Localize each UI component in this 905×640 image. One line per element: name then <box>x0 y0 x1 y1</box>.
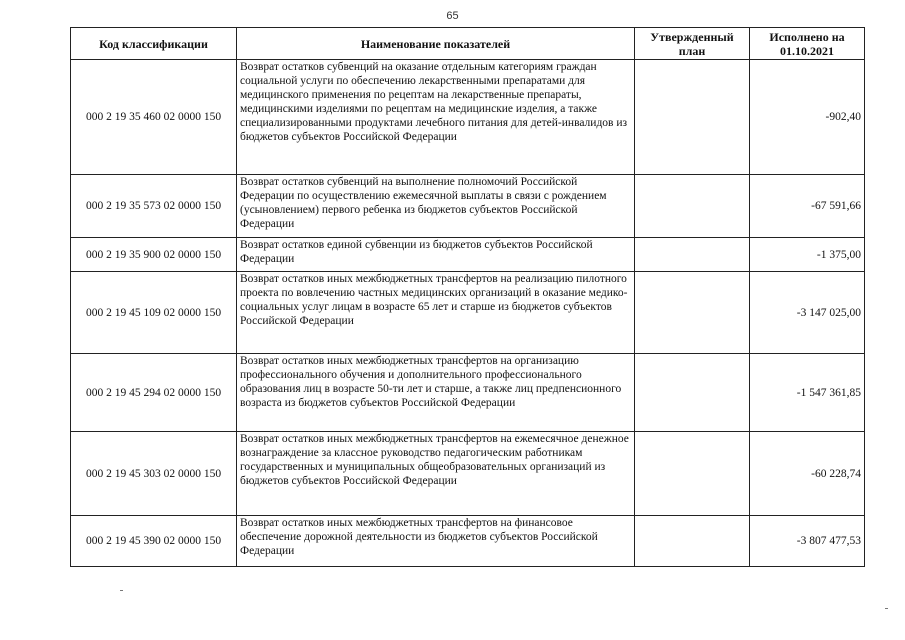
header-executed: Исполнено на 01.10.2021 <box>750 28 865 60</box>
row-code: 000 2 19 35 900 02 0000 150 <box>71 238 237 272</box>
header-code: Код классификации <box>71 28 237 60</box>
row-plan <box>635 238 750 272</box>
row-executed: -3 807 477,53 <box>750 516 865 567</box>
row-executed: -60 228,74 <box>750 432 865 516</box>
scan-speck <box>885 608 888 609</box>
row-name: Возврат остатков иных межбюджетных трансфертов на организацию профессионального обучения и дополнительного профессионального образования лиц в возрасте 50-ти лет и старше, а также лиц предпенсионного возраста из бюджетов субъектов Российской Федерации <box>237 354 635 432</box>
row-name: Возврат остатков субвенций на оказание отдельным категориям граждан социальной услуги по обеспечению лекарственными препаратами для медицинского применения по рецептам на лекарственные препараты, медицинскими изделиями по рецептам на медицинские изделия, а также специализированными продуктами лечебного питания для детей-инвалидов из бюджетов субъектов Российской Федерации <box>237 60 635 175</box>
row-name: Возврат остатков иных межбюджетных трансфертов на финансовое обеспечение дорожной деятельности из бюджетов субъектов Российской Федерации <box>237 516 635 567</box>
row-name: Возврат остатков иных межбюджетных трансфертов на реализацию пилотного проекта по вовлечению частных медицинских организаций в оказание медико-социальных услуг лицам в возрасте 65 лет и старше из бюджетов субъектов Российской Федерации <box>237 272 635 354</box>
table-row <box>71 432 865 516</box>
table-header-row <box>71 28 865 60</box>
table-row <box>71 516 865 567</box>
header-plan: Утвержденный план <box>635 28 750 60</box>
row-code: 000 2 19 45 109 02 0000 150 <box>71 272 237 354</box>
header-name: Наименование показателей <box>237 28 635 60</box>
row-code: 000 2 19 35 460 02 0000 150 <box>71 60 237 175</box>
row-plan <box>635 354 750 432</box>
row-plan <box>635 272 750 354</box>
row-code: 000 2 19 45 294 02 0000 150 <box>71 354 237 432</box>
row-plan <box>635 175 750 238</box>
scan-speck <box>120 590 123 591</box>
page-number: 65 <box>446 10 459 22</box>
table-row <box>71 175 865 238</box>
table-row <box>71 354 865 432</box>
row-executed: -1 547 361,85 <box>750 354 865 432</box>
budget-table <box>70 27 865 567</box>
row-executed: -3 147 025,00 <box>750 272 865 354</box>
table-row <box>71 272 865 354</box>
row-name: Возврат остатков иных межбюджетных трансфертов на ежемесячное денежное вознаграждение за классное руководство педагогическим работникам государственных и муниципальных общеобразовательных организаций из бюджетов субъектов Российской Федерации <box>237 432 635 516</box>
row-code: 000 2 19 45 390 02 0000 150 <box>71 516 237 567</box>
row-plan <box>635 432 750 516</box>
row-code: 000 2 19 45 303 02 0000 150 <box>71 432 237 516</box>
row-executed: -67 591,66 <box>750 175 865 238</box>
table-row <box>71 60 865 175</box>
row-code: 000 2 19 35 573 02 0000 150 <box>71 175 237 238</box>
table-row <box>71 238 865 272</box>
row-name: Возврат остатков субвенций на выполнение полномочий Российской Федерации по осуществлению ежемесячной выплаты в связи с рождением (усыновлением) первого ребенка из бюджетов субъектов Российской Федерации <box>237 175 635 238</box>
row-plan <box>635 60 750 175</box>
row-plan <box>635 516 750 567</box>
row-name: Возврат остатков единой субвенции из бюджетов субъектов Российской Федерации <box>237 238 635 272</box>
row-executed: -902,40 <box>750 60 865 175</box>
row-executed: -1 375,00 <box>750 238 865 272</box>
